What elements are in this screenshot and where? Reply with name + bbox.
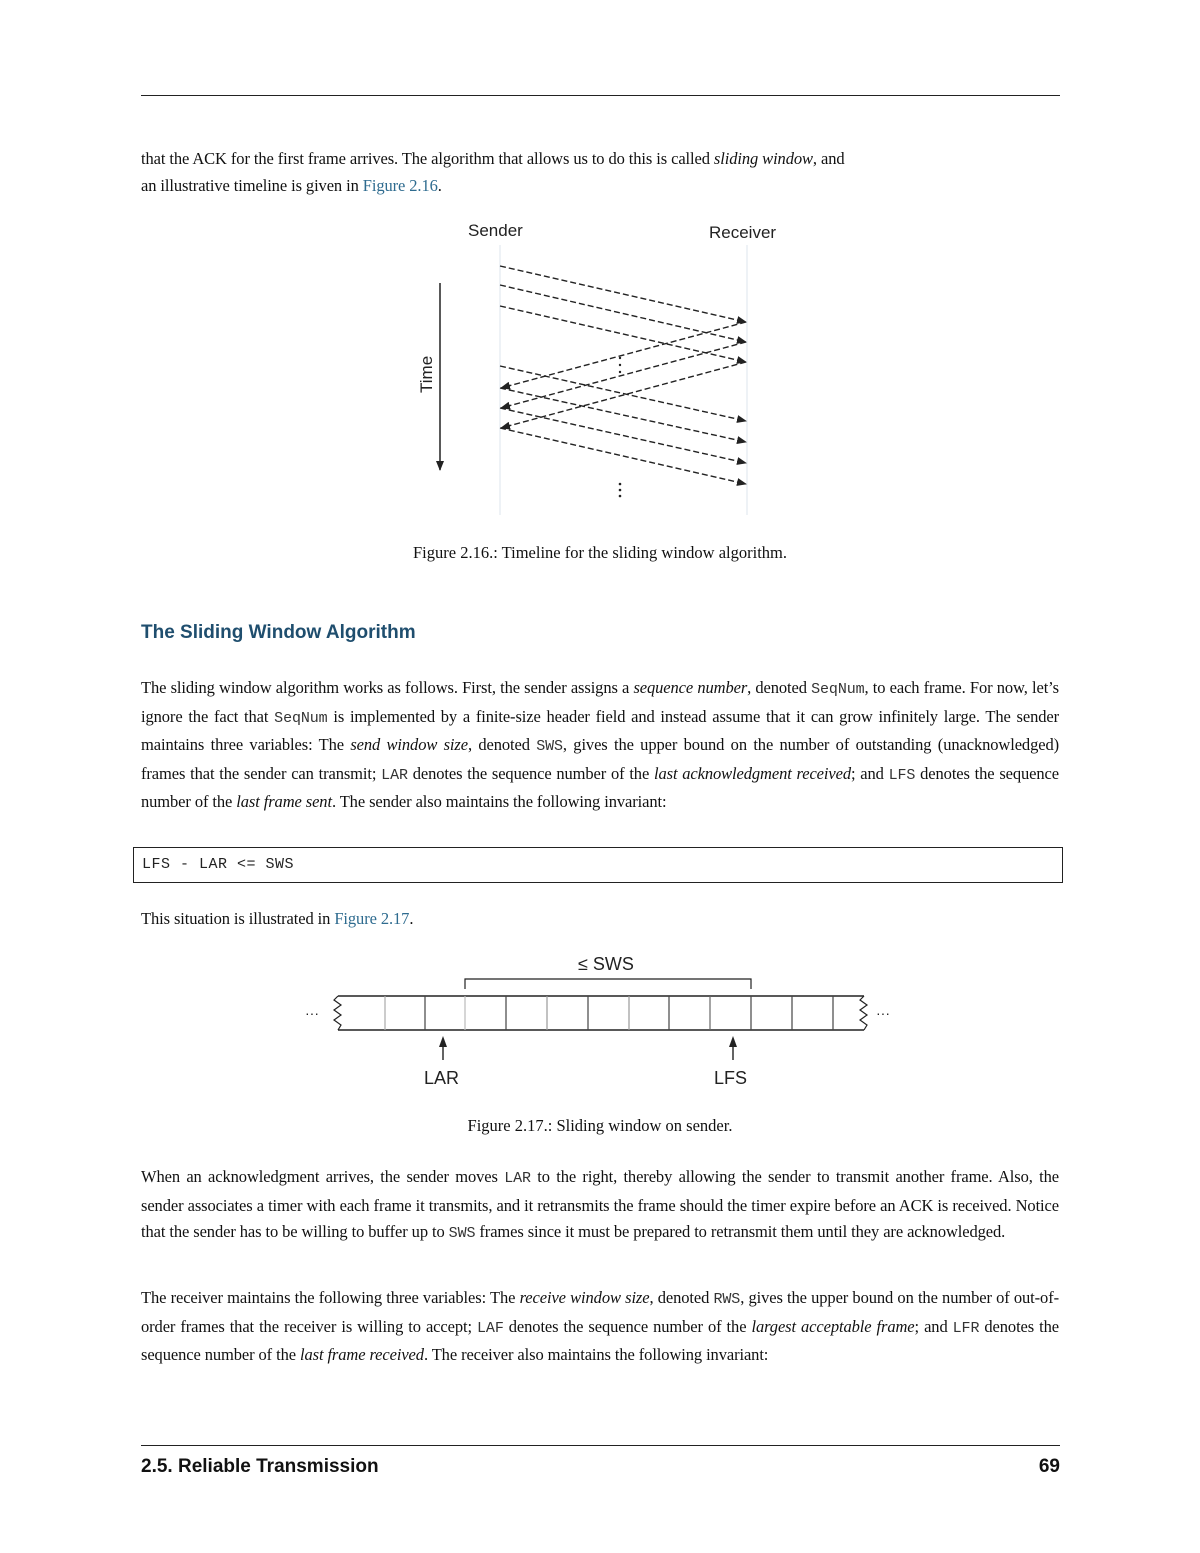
time-label: Time bbox=[417, 355, 436, 393]
emphasis: last frame sent bbox=[236, 792, 332, 811]
paragraph-receiver-variables bbox=[141, 1285, 1059, 1369]
ellipsis-left: ··· bbox=[305, 1005, 319, 1021]
inline-code: RWS bbox=[713, 1291, 741, 1308]
text: that the ACK for the first frame arrives. The algorithm that allows us to do this is called bbox=[141, 149, 714, 168]
text: denotes the sequence number of the bbox=[141, 763, 1059, 811]
page-footer bbox=[141, 1456, 1060, 1478]
emphasis: sliding window bbox=[713, 149, 813, 168]
text: . bbox=[409, 909, 414, 928]
text: . bbox=[437, 175, 442, 195]
emphasis: sequence number bbox=[633, 678, 748, 697]
text: is implemented by a finite-size header field and instead assume that it can grow infinitely large. The sender maintains three variables: The bbox=[141, 706, 1059, 754]
text: The sliding window algorithm works as follows. First, the sender assigns a bbox=[141, 678, 634, 697]
inline-code: LFR bbox=[952, 1319, 980, 1337]
figure-2-16-caption: Figure 2.16.: Timeline for the sliding window algorithm. bbox=[413, 543, 787, 562]
text: . The sender also maintains the following invariant: bbox=[331, 792, 667, 811]
emphasis: send window size bbox=[350, 735, 468, 754]
text: an illustrative timeline is given in bbox=[141, 175, 363, 195]
figure-2-17-link[interactable]: Figure 2.17 bbox=[334, 909, 410, 928]
text: frames since it must be prepared to retransmit them until they are acknowledged. bbox=[475, 1222, 1006, 1241]
receiver-label: Receiver bbox=[709, 223, 777, 242]
header-rule bbox=[141, 95, 1060, 96]
text: , denoted bbox=[467, 735, 537, 754]
inline-code: LAR bbox=[381, 766, 408, 784]
emphasis: last acknowledgment received bbox=[653, 763, 851, 783]
lfs-label: LFS bbox=[714, 1068, 748, 1088]
section-heading: The Sliding Window Algorithm bbox=[141, 622, 416, 643]
inline-code: SWS bbox=[448, 1225, 476, 1242]
sender-label: Sender bbox=[468, 221, 523, 240]
footer-section-title: 2.5. Reliable Transmission bbox=[141, 1456, 379, 1477]
code-block-invariant bbox=[133, 847, 1063, 883]
paragraph-ack-handling bbox=[141, 1164, 1059, 1248]
page-number: 69 bbox=[1038, 1456, 1060, 1477]
inline-code: SeqNum bbox=[811, 681, 865, 698]
text: . The receiver also maintains the following invariant: bbox=[423, 1345, 769, 1364]
text: , denoted bbox=[649, 1288, 714, 1307]
emphasis: last frame received bbox=[299, 1345, 424, 1364]
frame-arrows bbox=[500, 266, 746, 484]
emphasis: largest acceptable frame bbox=[751, 1316, 915, 1336]
text: , and bbox=[812, 149, 845, 168]
figure-2-16-link[interactable]: Figure 2.16 bbox=[362, 175, 438, 195]
figure-2-17-caption: Figure 2.17.: Sliding window on sender. bbox=[467, 1116, 733, 1135]
emphasis: receive window size bbox=[519, 1288, 650, 1307]
code-text: LFS - LAR <= SWS bbox=[142, 856, 295, 873]
inline-code: SWS bbox=[536, 738, 563, 755]
sws-bracket bbox=[465, 979, 751, 989]
frame-cells bbox=[385, 996, 833, 1030]
figure-2-16-timeline bbox=[400, 210, 800, 520]
figure-2-17-sliding-window bbox=[280, 940, 920, 1100]
ellipsis-right: ··· bbox=[876, 1005, 890, 1021]
inline-code: LAF bbox=[477, 1319, 504, 1337]
text: When an acknowledgment arrives, the sender moves bbox=[141, 1167, 505, 1186]
text: denotes the sequence number of the bbox=[141, 1316, 1060, 1364]
intro-paragraph bbox=[141, 146, 1059, 199]
inline-code: LFS bbox=[888, 766, 916, 784]
text: , denoted bbox=[747, 678, 812, 697]
text: ; and bbox=[851, 763, 889, 783]
text: The receiver maintains the following three variables: The bbox=[141, 1288, 520, 1307]
text: ; and bbox=[914, 1316, 953, 1336]
sws-bracket-label: ≤ SWS bbox=[578, 954, 634, 974]
lar-label: LAR bbox=[424, 1068, 460, 1088]
text: , to each frame. For now, let’s ignore the fact that bbox=[141, 678, 1059, 726]
text: denotes the sequence number of the bbox=[407, 763, 654, 783]
inline-code: LAR bbox=[504, 1170, 531, 1187]
inline-code: SeqNum bbox=[274, 709, 328, 727]
paragraph-sliding-window bbox=[141, 675, 1059, 816]
break-left-icon bbox=[334, 996, 341, 1030]
break-right-icon bbox=[860, 996, 867, 1030]
text: to the right, thereby allowing the sender to transmit another frame. Also, the sender associates a timer with each frame it transmits, and it retransmits the frame should the timer expire before an ACK is received. Notice that the sender has to be willing to buffer up to bbox=[141, 1167, 1059, 1241]
text: , gives the upper bound on the number of out-of-order frames that the receiver is willing to accept; bbox=[141, 1288, 1059, 1336]
text: , gives the upper bound on the number of outstanding (unacknowledged) frames that the sender can transmit; bbox=[141, 735, 1059, 783]
paragraph-figure-ref bbox=[141, 906, 1059, 933]
continuation-dots bbox=[619, 357, 622, 498]
footer-rule bbox=[141, 1445, 1060, 1446]
text: This situation is illustrated in bbox=[141, 909, 335, 928]
text: denotes the sequence number of the bbox=[503, 1316, 752, 1336]
